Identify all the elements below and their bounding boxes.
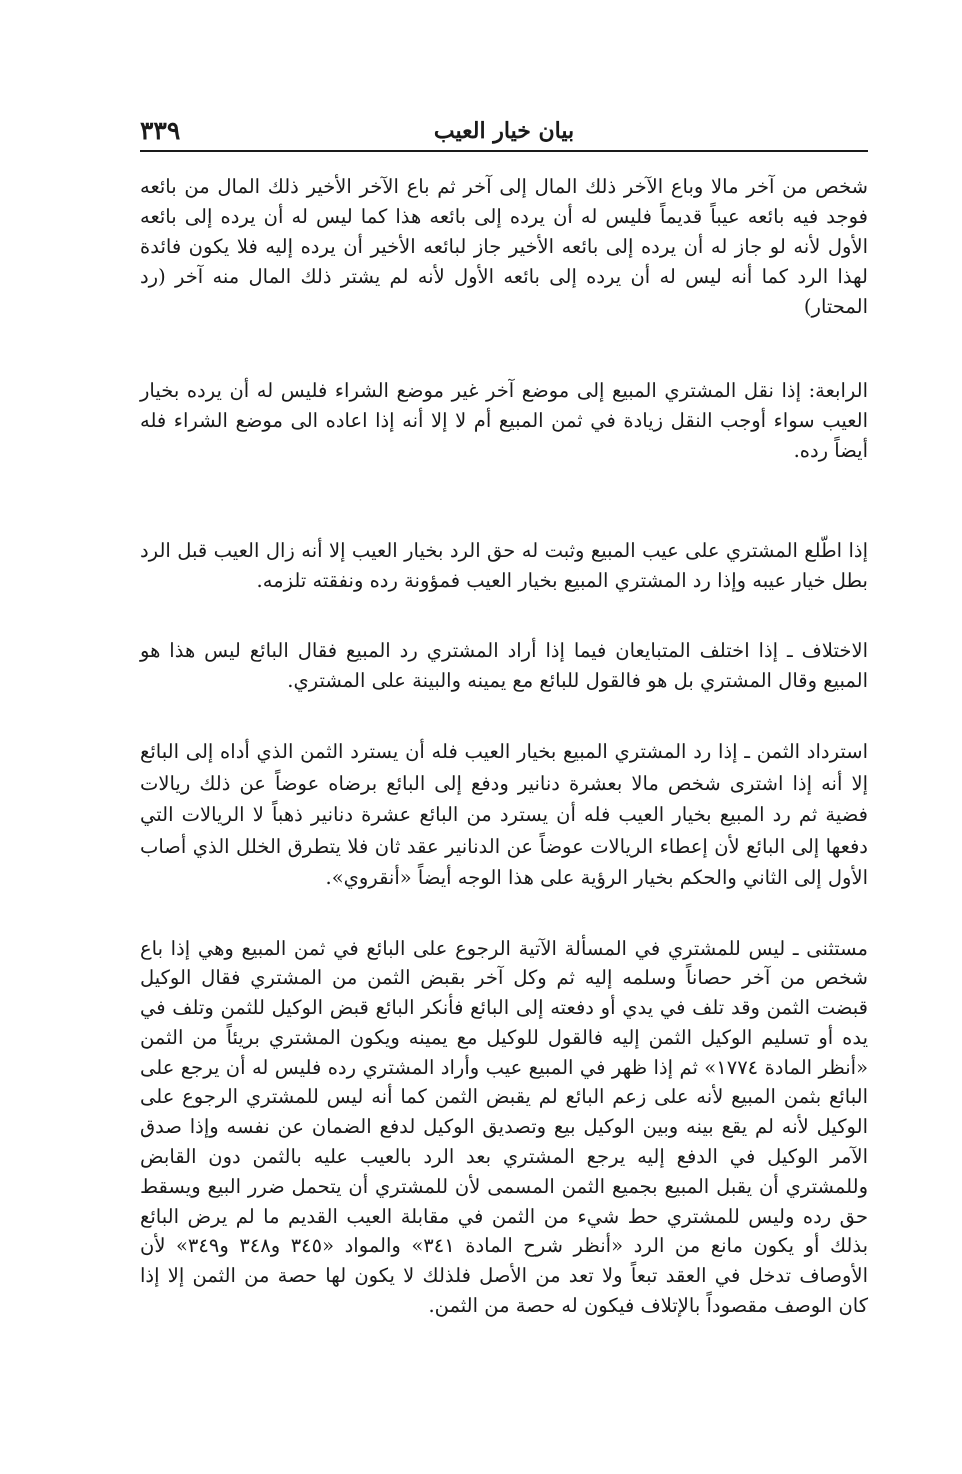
paragraph-price-recovery: استرداد الثمن ـ إذا رد المشتري المبيع بخيار العيب فله أن يسترد الثمن الذي أداه إلى البائع إلا أنه إذا اشترى شخص مالا بعشرة دنانير ودفع إلى البائع برضاه عوضاً عن ذلك ريالات فضية ثم رد المبيع بخيار العيب فله أن يسترد من البائع عشرة دنانير ذهباً لا الريالات التي دفعها إلى البائع لأن إعطاء الريالات عوضاً عن الدنانير عقد ثان فلا يتطرق الخلل الذي أصاب الأول إلى الثاني والحكم بخيار الرؤية على هذا الوجه أيضاً «أنقروي».	[140, 740, 868, 889]
paragraph-dispute: الاختلاف ـ إذا اختلف المتبايعان فيما إذا أراد المشتري رد المبيع فقال البائع ليس هذا هو المبيع وقال المشتري بل هو فالقول للبائع مع يمينه والبينة على المشتري.	[140, 639, 868, 692]
body-text	[140, 172, 868, 1321]
paragraph-fourth-case: الرابعة: إذا نقل المشتري المبيع إلى موضع آخر غير موضع الشراء فليس له أن يرده بخيار العيب سواء أوجب النقل زيادة في ثمن المبيع أم لا إلا أنه إذا اعاده الى موضع الشراء فله أيضاً رده.	[140, 379, 868, 462]
paragraph-exception: مستثنى ـ ليس للمشتري في المسألة الآتية الرجوع على البائع في ثمن المبيع وهي إذا باع شخص من آخر حصاناً وسلمه إليه ثم وكل آخر بقبض الثمن من المشتري فقال الوكيل قبضت الثمن وقد تلف في يدي أو دفعته إلى البائع فأنكر البائع قبض الوكيل للثمن وتلف في يده أو تسليم الوكيل الثمن إليه فالقول للوكيل مع يمينه ويكون المشتري بريئاً من الثمن «أنظر المادة ١٧٧٤» ثم إذا ظهر في المبيع عيب وأراد المشتري رده فليس له أن يرجع على البائع بثمن المبيع لأنه على زعم البائع لم يقبض الثمن كما أنه ليس للمشتري الرجوع على الوكيل لأنه لم يقع بينه وبين الوكيل بيع وتصديق الوكيل لدفع الضمان عن نفسه وإذا صدق الآمر الوكيل في الدفع إليه يرجع المشتري بعد الرد بالعيب عليه بالثمن دون القابض وللمشتري أن يقبل المبيع بجميع الثمن المسمى لأن للمشتري أن يتحمل ضرر البيع ويسقط حق رده وليس للمشتري حط شيء من الثمن في مقابلة العيب القديم ما لم يرض البائع بذلك أو يكون مانع من الرد «أنظر شرح المادة ٣٤١» والمواد «٣٤٥ و٣٤٨ و٣٤٩» لأن الأوصاف تدخل في العقد تبعاً ولا تعد من الأصل فلذلك لا يكون لها حصة من الثمن إلا إذا كان الوصف مقصوداً بالإتلاف فيكون له حصة من الثمن.	[140, 936, 869, 1318]
paragraph-continuation: شخص من آخر مالا وباع الآخر ذلك المال إلى آخر ثم باع الآخر الأخير ذلك المال من بائعه فوجد فيه بائعه عيباً قديماً فليس له أن يرده إلى بائعه هذا كما ليس له أن يرده إلى بائعه الأول لأنه لو جاز له أن يرده إلى بائعه الأخير جاز لبائعه الأخير أن يرده إليه فلا يكون فائدة لهذا الرد كما أنه ليس له أن يرده إلى بائعه الأول لأنه لم يشتر ذلك المال منه آخر (رد المحتار)	[140, 175, 868, 318]
paragraph-defect-removed: إذا اطّلع المشتري على عيب المبيع وثبت له حق الرد بخيار العيب إلا أنه زال العيب قبل الرد بطل خيار عيبه وإذا رد المشتري المبيع بخيار العيب فمؤونة رده ونفقته تلزمه.	[140, 539, 868, 592]
running-title: بيان خيار العيب	[433, 118, 575, 144]
page-number: ٣٣٩	[140, 116, 181, 145]
header-rule	[140, 150, 868, 152]
page-header	[140, 112, 868, 148]
